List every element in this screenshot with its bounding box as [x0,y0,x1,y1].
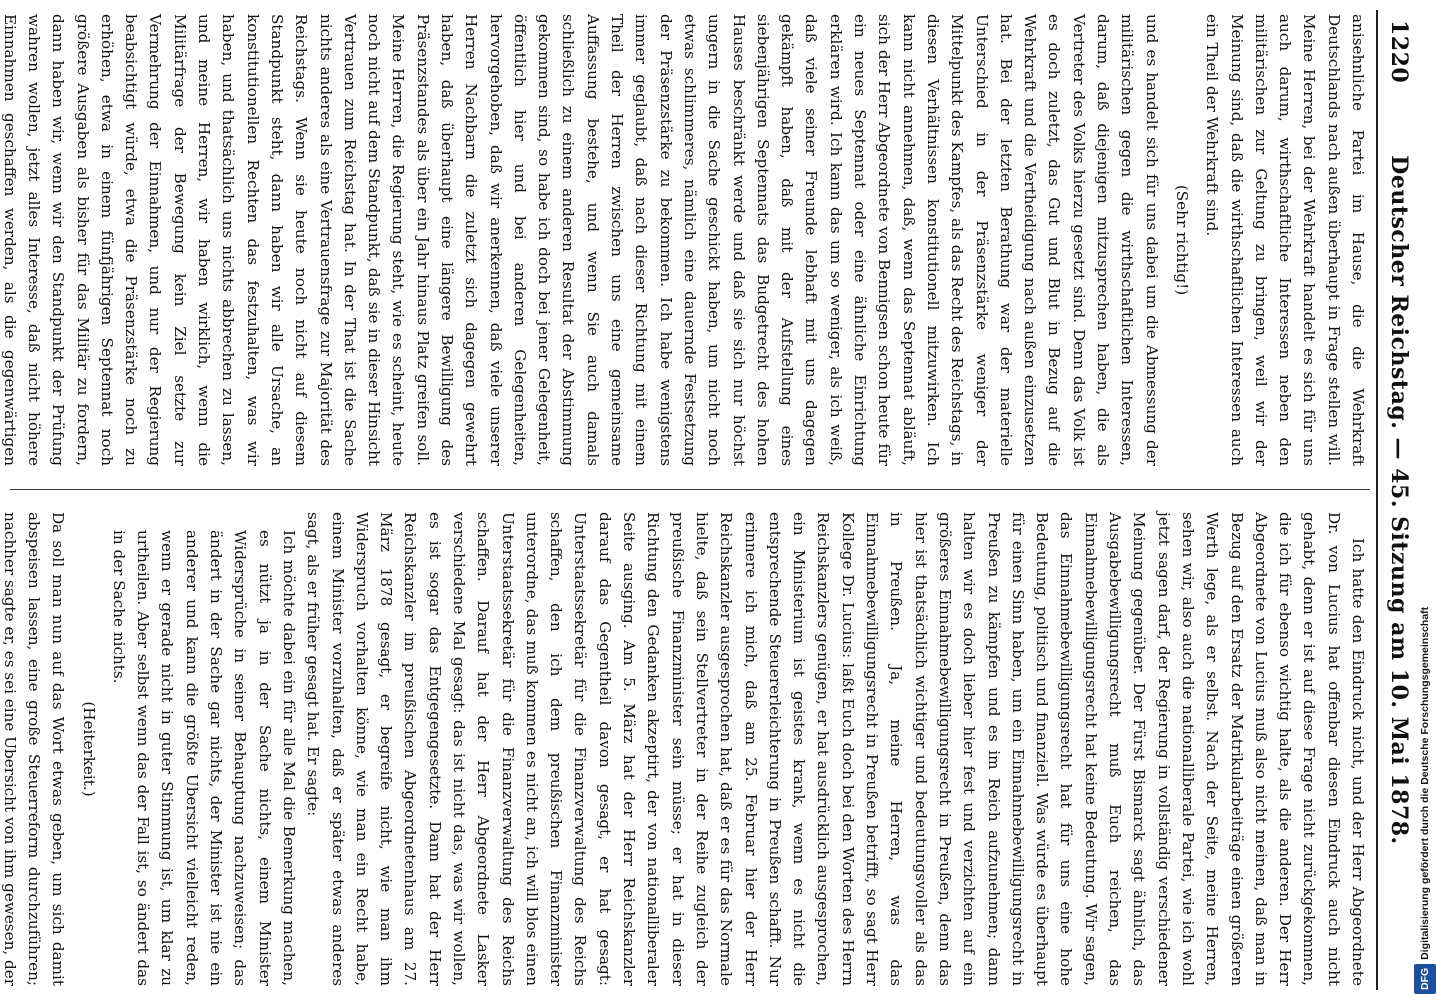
column-divider [10,489,1370,490]
running-title: Deutscher Reichstag. — 45. Sitzung am 10. Mai 1878. [1386,155,1412,845]
funding-sidebar [1410,0,1432,1000]
paragraph: Da soll man nun auf das Wort etwas geben, um sich damit abspeisen lassen, eine große Steuerreform durchzuführen; nachher sagte er, es sei eine Ubersicht von ihm gewesen, der [0,512,68,986]
quotation: Ich möchte dabei ein für alle Mal die Bemerkung machen, es nützt ja in der Sache nichts, einem Minister Widersprüche in seiner Behauptung nachzuweisen; das ändert in der Sache gar nichts, der Minister ist nie ein anderer und kann die größte Ubersicht vielleicht reden, wenn er gerade nicht in guter Stimmung ist, um klar zu urtheilen. Aber selbst wenn das der Fall ist, so ändert das in der Sache nichts. [109,530,298,986]
header-rule [1376,10,1378,990]
funding-note [1414,0,1436,1000]
interjection: (Heiterkeit.) [79,701,98,797]
dfg-logo: DFG [1414,964,1436,994]
right-column [0,512,1370,986]
paragraph: Ich hatte den Eindruck nicht, und der Herr Abgeordnete Dr. von Lucius hat offenbar diesen Eindruck auch nicht gehabt, denn er ist auf diese Frage nicht zurückgekommen, die ich für ebenso wichtig halte, als die anderen. Der Herr Abgeordnete von Lucius muß also nicht meinen, daß man in Bezug auf den Ersatz der Matrikularbeiträge einen größeren Werth lege, als er selbst. Nach der Seite, meine Herren, sehen wir, also auch die nationalliberale Partei, wie ich wohl jetzt sagen darf, der Regierung in vollständig verschiedener Meinung gegenüber. Der Fürst Bismarck sagt ähnlich, das Ausgabebewilligungsrecht muß Euch reichen, das Einnahmebewilligungsrecht hat keine Bedeutung. Wir sagen, das Einnahmebewilligungsrecht hat für uns eine hohe Bedeutung, politisch und finanziell. Was würde es überhaupt für einen Sinn haben, um ein Einnahmebewilligungsrecht in Preußen zu kämpfen und es im Reich aufzunehmen; dann halten wir es doch lieber hier fest und verzichten auf ein größeres Einnahmebewilligungsrecht in Preußen, denn das hier ist thatsächlich wichtiger und bedeutungsvoller als das in Preußen. Ja, meine Herren, was das Einnahmebewilligungsrecht in Preußen betrifft, so sagt Herr Kollege Dr. Lucius: laßt Euch doch bei den Worten des Herrn Reichskanzlers genügen, er hat ausdrücklich ausgesprochen, ein Ministerium ist geistes krank, wenn es nicht die entsprechende Steuererleichterung in Preußen schafft. Nur erinnere ich mich, daß am 25. Februar hier der Herr Reichskanzler ausgesprochen hat, daß er es für das Normale hielte, daß sein Stellvertreter in der Reihe zugleich der preußische Finanzminister sein müsse; er hat in dieser Richtung den Gedanken akzeptirt, der von nationalliberaler Seite ausging. Am 5. März hat der Herr Reichskanzler darauf das Gegentheil davon gesagt, er hat gesagt: Unterstaatssekretär für die Finanzverwaltung des Reichs schaffen, den ich dem preußischen Finanzminister unterordne, das muß kommen es nicht an, ich will blos einen Unterstaatssekretär für die Finanzverwaltung des Reichs schaffen. Darauf hat der Herr Abgeordnete Lasker verschiedene Mal gesagt: das ist nicht das, was wir wollen, es ist sogar das Entgegengesetzte. Dann hat der Herr Reichskanzler im preußischen Abgeordnetenhaus am 27. März 1878 gesagt, er begreife nicht, wie man ihm Widerspruch vorhalten könne, wie man ein Recht habe, einem Minister vorzuhalten, daß er später etwas anderes sagt, als er früher gesagt hat. Er sagte: [304,512,1367,986]
paragraph: anisehnliche Partei im Hause, die die Wehrkraft Deutschlands nach außen überhaupt in Frage stellen will. Meine Herren, bei der Wehrkraft handelt es sich für uns auch darum, wirthschaftliche Interessen neben den militärischen zur Geltung zu bringen, weil wir der Meinung sind, daß die wirthschaftlichen Interessen auch ein Theil der Wehrkraft sind. [1203,14,1367,466]
interjection: (Sehr richtig!) [1172,184,1191,296]
page-number: 1220 [1386,20,1412,84]
paragraph: und es handelt sich für uns dabei um die Abmessung der militärischen gegen die wirthschaftlichen Interessen, darum, daß diejenigen mitzusprechen haben, die als Vertreter des Volks hierzu gesetzt sind. Denn das Volk ist es doch zuletzt, das Gut und Blut in Bezug auf die Wehrkraft und die Vertheidigung nach außen einzusetzen hat. Bei der letzten Berathung war der materielle Unterschied in der Präsenzstärke weniger der Mittelpunkt des Kampfes, als das Recht des Reichstags, in diesen Verhältnissen konstitutionell mitzuwirken. Ich kann nicht annehmen, daß, wenn das Septennat abläuft, sich der Herr Abgeordnete von Bennigsen schon heute für ein neues Septennat oder eine ähnliche Einrichtung erklären wird. Ich kann das um so weniger, als ich weiß, daß viele seiner Freunde lebhaft mit uns dagegen gekämpft haben, daß mit der Aufstellung eines siebenjährigen Septennats das Budgetrecht des hohen Hauses beschränkt werde und daß sie sich nur höchst ungern in die Sache geschickt haben, um nicht noch etwas schlimmeres, nämlich eine dauernde Festsetzung der Präsenzstärke zu bekommen. Ich habe wenigstens immer geglaubt, daß nach dieser Richtung mit einem Theil der Herren zwischen uns eine gemeinsame Auffassung bestehe, und wenn Sie auch damals schließlich zu einem anderen Resultat der Abstimmung gekommen sind, so habe ich doch bei jener Gelegenheit, öffentlich hier und bei anderen Gelegenheiten, hervorgehoben, daß wir anerkennen, daß viele unserer Herren Nachbarn die zuletzt sich dagegen gewehrt haben, daß überhaupt eine längere Bewilligung des Präsenzstandes als über ein Jahr hinaus Platz greifen soll. Meine Herren, die Regierung steht, wie es scheint, heute noch nicht auf dem Standpunkt, daß sie in dieser Hinsicht Vertrauen zum Reichstag hat. In der That ist die Sache nichts anderes als eine Vertrauensfrage zur Majorität des Reichstags. Wenn sie heute noch nicht auf diesem Standpunkt steht, dann haben wir alle Ursache, an konstitutionellen Rechten das festzuhalten, was wir haben, und thatsächlich uns nichts abbrechen zu lassen, und meine Herren, wir haben wirklich, wenn die Militärfrage der Bewegung kein Ziel setzte zur Vermehrung der Einnahmen, und nur der Regierung beabsichtigt würde, etwa die Präsenzstärke noch zu erhöhen, etwa in einem fünfjährigen Septennat noch größere Ausgaben als bisher für das Militär zu fordern, dann haben wir, wenn wir den Standpunkt der Prüfung wahren wollen, jetzt alles Interesse, daß nicht höhere Einnahmen geschaffen werden, als die gegenwärtigen [0,14,1161,466]
funding-text: Digitalisierung gefördert durch die Deutsche Forschungsgemeinschaft [1419,606,1431,960]
left-column [0,14,1370,466]
